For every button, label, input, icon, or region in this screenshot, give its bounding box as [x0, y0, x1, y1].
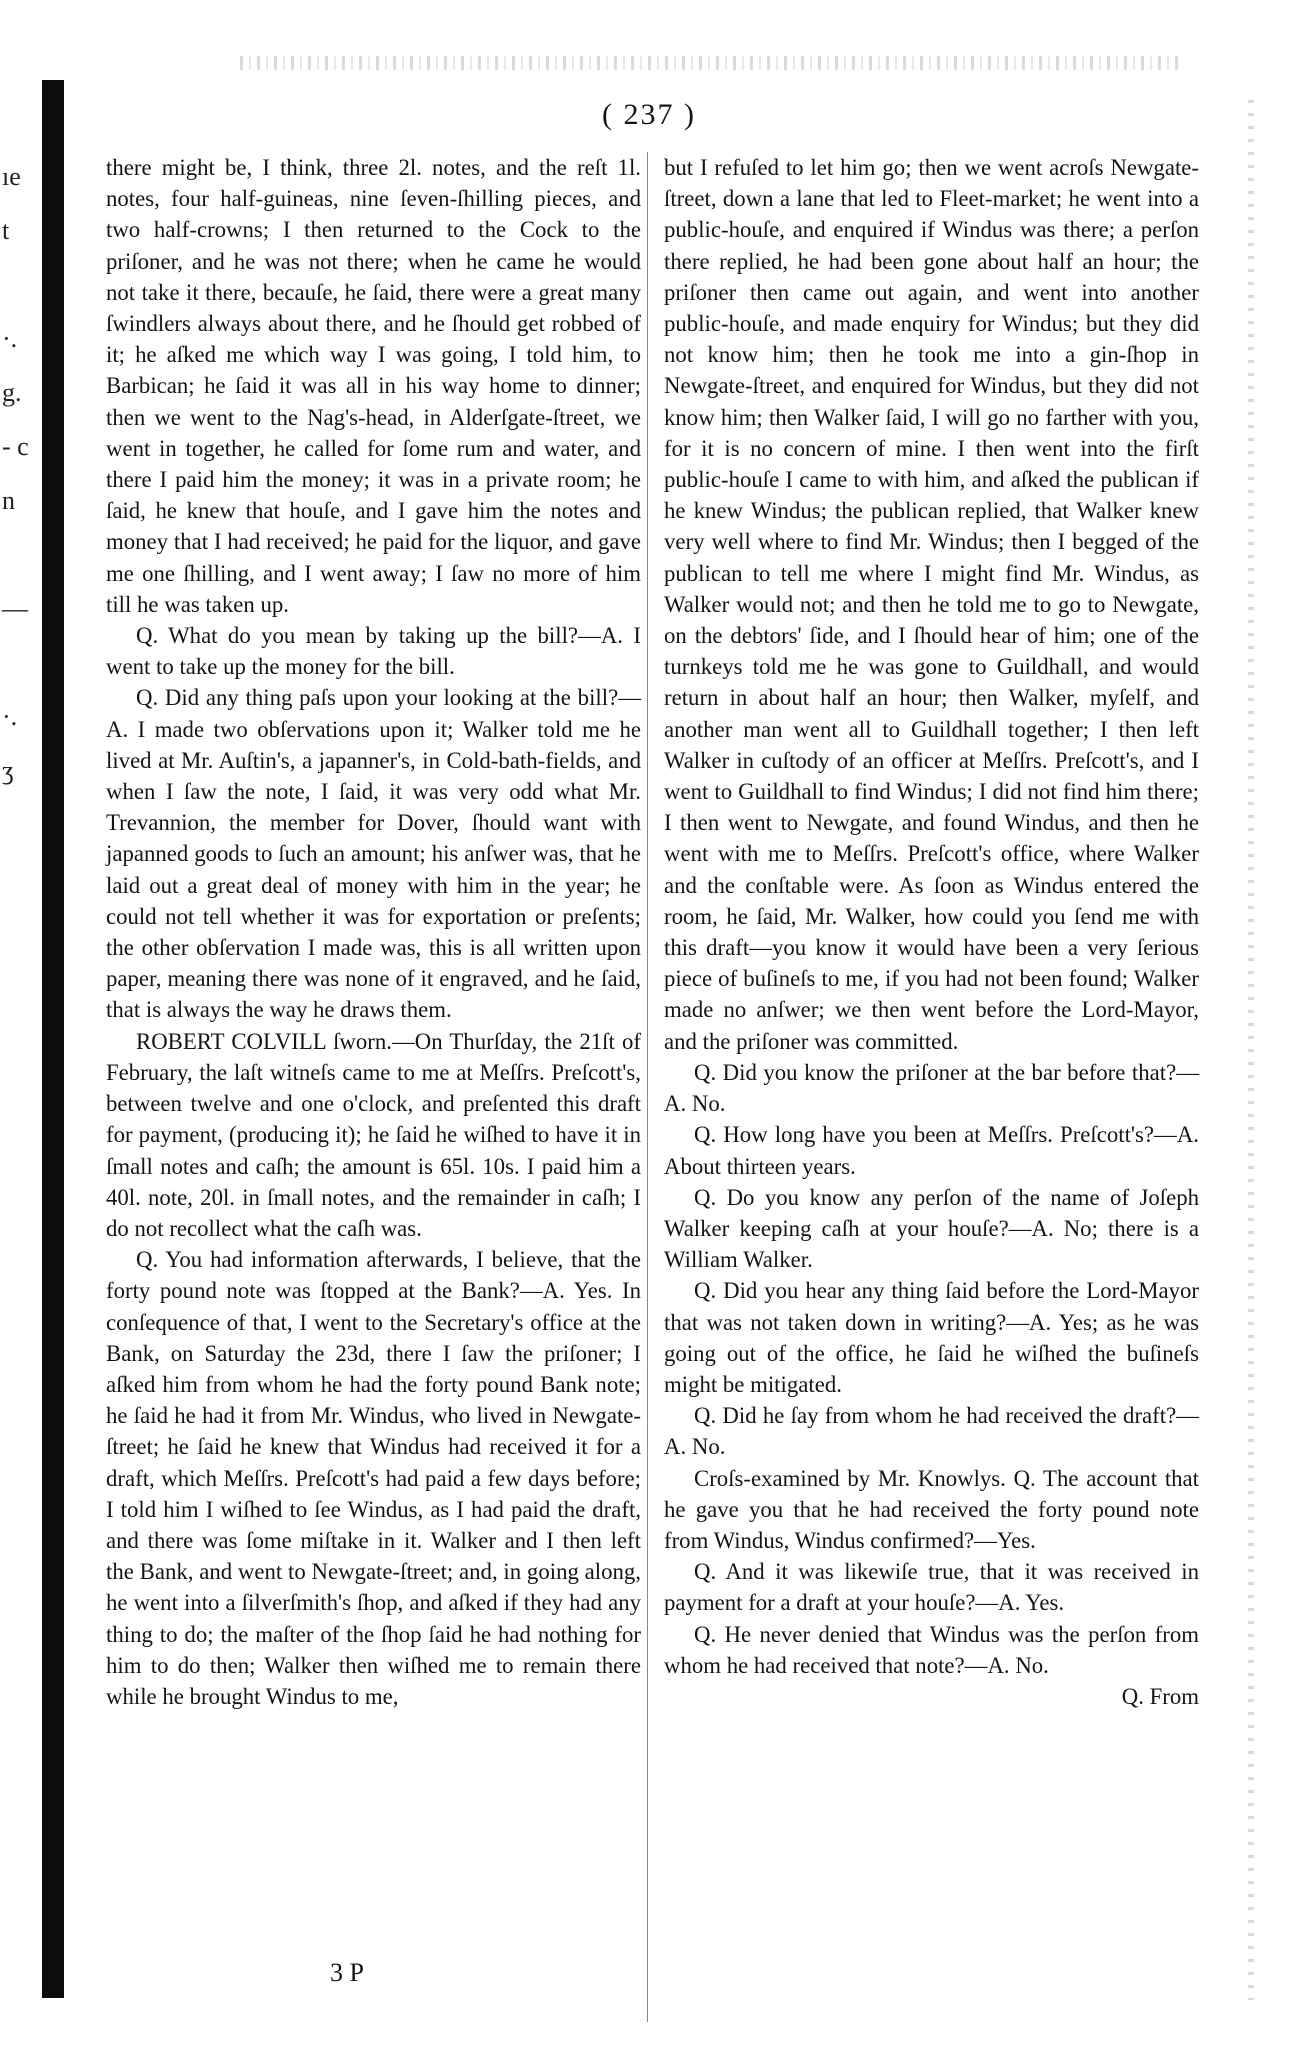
column-divider [647, 152, 648, 2022]
left-column [106, 152, 641, 1712]
margin-fragment [2, 636, 38, 690]
paragraph: but I refuſed to let him go; then we went acroſs Newgate-ſtreet, down a lane that led to Fleet-market; he went into a public-houſe, and enquired if Windus was there; a perſon there replied, he had been gone about half an hour; the priſoner then came out again, and went into another public-houſe, and made enquiry for Windus; but they did not know him; then he took me into a gin-ſhop in Newgate-ſtreet, and enquired for Windus, but they did not know him; then Walker ſaid, I will go no farther with you, for it is no concern of mine. I then went into the firſt public-houſe I came to with him, and aſked the publican if he knew Windus; the publican replied, that Walker knew very well where to find Mr. Windus; then I begged of the publican to tell me where I might find Mr. Windus, as Walker would not; and then he told me to go to Newgate, on the debtors' ſide, and I ſhould hear of him; one of the turnkeys told me he was gone to Guildhall, and would return in about half an hour; then Walker, myſelf, and another man went all to Guildhall together; I then left Walker in cuſtody of an officer at Meſſrs. Preſcott's, and I went to Guildhall to find Windus; I did not find him there; I then went to Newgate, and found Windus, and then he went with me to Meſſrs. Preſcott's office, where Walker and the conſtable were. As ſoon as Windus entered the room, he ſaid, Mr. Walker, how could you ſend me with this draft—you know it would have been a very ſerious piece of buſineſs to me, if you had not been found; Walker made no anſwer; we then went before the Lord-Mayor, and the priſoner was committed. [664, 155, 1199, 1054]
book-spine-shadow [42, 80, 64, 1998]
right-column [664, 152, 1199, 1712]
paragraph: Q. How long have you been at Meſſrs. Preſcott's?—A. About thirteen years. [664, 1122, 1199, 1179]
adjacent-page-fragments [2, 150, 38, 798]
margin-fragment: ıe [2, 162, 21, 191]
paragraph: Q. Did any thing paſs upon your looking at the bill?—A. I made two obſervations upon it; Walker told me he lived at Mr. Auſtin's, a japanner's, in Cold-bath-fields, and when I ſaw the note, I ſaid, it was very odd what Mr. Trevannion, the member for Dover, ſhould want with japanned goods to ſuch an amount; his anſwer was, that he laid out a great deal of money with him in the year; he could not tell whether it was for exportation or preſents; the other obſervation I made was, this is all written upon paper, meaning there was none of it engraved, and he ſaid, that is always the way he draws them. [106, 685, 641, 1023]
margin-fragment: ·. [2, 702, 18, 731]
margin-fragment: g. [2, 378, 22, 407]
margin-fragment [2, 258, 38, 312]
catchword: Q. From [1121, 1683, 1199, 1709]
margin-fragment: t [2, 216, 10, 245]
page-number: ( 237 ) [602, 98, 696, 131]
margin-fragment: - c [2, 432, 29, 461]
paragraph: Q. And it was likewiſe true, that it was received in payment for a draft at your houſe?—A. Yes. [664, 1559, 1199, 1616]
paragraph: Q. Do you know any perſon of the name of Joſeph Walker keeping caſh at your houſe?—A. No; there is a William Walker. [664, 1184, 1199, 1273]
paragraph: Q. You had information afterwards, I believe, that the forty pound note was ſtopped at the Bank?—A. Yes. In conſequence of that, I went to the Secretary's office at the Bank, on Saturday the 23d, there I ſaw the priſoner; I aſked him from whom he had the forty pound Bank note; he ſaid he had it from Mr. Windus, who lived in Newgate-ſtreet; he ſaid he knew that Windus had received it for a draft, which Meſſrs. Preſcott's had paid a few days before; I told him I wiſhed to ſee Windus, as I had paid the draft, and there was ſome miſtake in it. Walker and I then left the Bank, and went to Newgate-ſtreet; and, in going along, he went into a ſilverſmith's ſhop, and aſked if they had any thing to do; the maſter of the ſhop ſaid he had nothing for him to do then; Walker then wiſhed me to remain there while he brought Windus to me, [106, 1247, 641, 1709]
paragraph: Croſs-examined by Mr. Knowlys. Q. The account that he gave you that he had received the forty pound note from Windus, Windus confirmed?—Yes. [664, 1465, 1199, 1553]
paragraph: ROBERT COLVILL ſworn.—On Thurſday, the 21ſt of February, the laſt witneſs came to me at Meſſrs. Preſcott's, between twelve and one o'clock, and preſented this draft for payment, (producing it); he ſaid he wiſhed to have it in ſmall notes and caſh; the amount is 65l. 10s. I paid him a 40l. note, 20l. in ſmall notes, and the remainder in caſh; I do not recollect what the caſh was. [106, 1028, 641, 1241]
paragraph: there might be, I think, three 2l. notes, and the reſt 1l. notes, four half-guineas, nine ſeven-ſhilling pieces, and two half-crowns; I then returned to the Cock to the priſoner, and he was not there; when he came he would not take it there, becauſe, he ſaid, there were a great many ſwindlers always about there, and he ſhould get robbed of it; he aſked me which way I was going, I told him, to Barbican; he ſaid it was all in his way home to dinner; then we went to the Nag's-head, in Alderſgate-ſtreet, we went in together, he called for ſome rum and water, and there I paid him the money; it was in a private room; he ſaid, he knew that houſe, and I gave him the notes and money that I had received; he paid for the liquor, and gave me one ſhilling, and I went away; I ſaw no more of him till he was taken up. [106, 155, 641, 617]
page-edge-right [1248, 100, 1254, 2000]
margin-fragment: ·. [2, 324, 18, 353]
paragraph: Q. What do you mean by taking up the bill?—A. I went to take up the money for the bill. [106, 623, 641, 680]
signature-mark: 3 P [330, 1958, 364, 1987]
scan-noise-top [240, 56, 1180, 70]
paragraph: Q. Did he ſay from whom he had received the draft?—A. No. [664, 1403, 1199, 1460]
margin-fragment [2, 528, 38, 582]
paragraph: Q. Did you know the priſoner at the bar before that?—A. No. [664, 1059, 1199, 1117]
paragraph: Q. Did you hear any thing ſaid before the Lord-Mayor that was not taken down in writing?—A. Yes; as he was going out of the office, he ſaid he wiſhed the buſineſs might be mitigated. [664, 1278, 1199, 1397]
margin-fragment: ʒ [2, 756, 14, 785]
paragraph: Q. He never denied that Windus was the perſon from whom he had received that note?—A. No. [664, 1621, 1199, 1678]
margin-fragment: n [2, 486, 15, 515]
margin-fragment: — [2, 594, 28, 623]
